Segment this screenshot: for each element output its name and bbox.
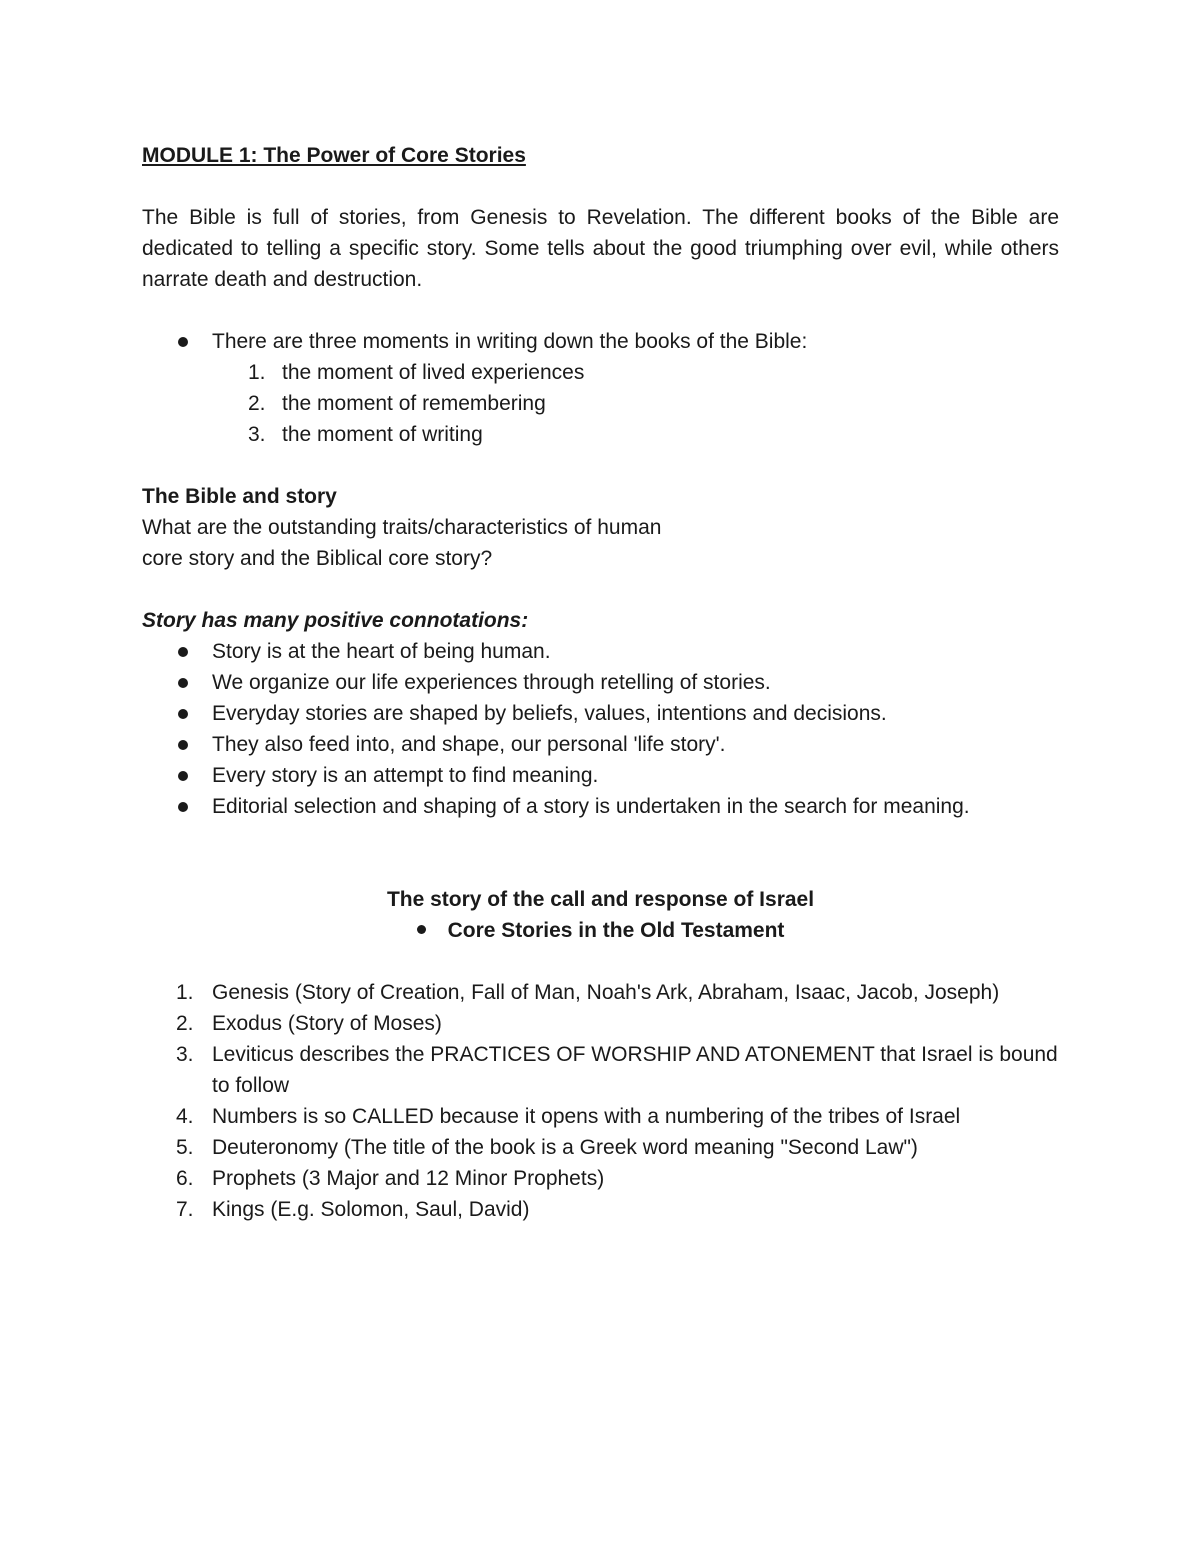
list-item	[142, 977, 1059, 1008]
moments-lead-text: There are three moments in writing down the books of the Bible:	[212, 330, 808, 353]
list-item-text: Numbers is so CALLED because it opens with a numbering of the tribes of Israel	[212, 1105, 961, 1128]
list-item-text: Leviticus describes the PRACTICES OF WORSHIP AND ATONEMENT that Israel is bound to follow	[212, 1043, 1058, 1097]
list-item	[142, 1132, 1059, 1163]
moments-lead-item	[142, 326, 1059, 357]
bullet-icon	[178, 802, 188, 812]
list-item-text: Every story is an attempt to find meaning.	[212, 764, 599, 787]
list-item-text: Editorial selection and shaping of a story is undertaken in the search for meaning.	[212, 795, 970, 818]
bullet-icon	[417, 925, 426, 934]
list-item-text: Exodus (Story of Moses)	[212, 1012, 442, 1035]
list-item-text: They also feed into, and shape, our personal 'life story'.	[212, 733, 726, 756]
connotations-bullet-list	[142, 636, 1059, 822]
list-item	[142, 698, 1059, 729]
list-item	[142, 791, 1059, 822]
list-item-text: Deuteronomy (The title of the book is a Greek word meaning "Second Law")	[212, 1136, 918, 1159]
list-item-text: the moment of lived experiences	[282, 361, 585, 384]
intro-paragraph: The Bible is full of stories, from Genesis to Revelation. The different books of the Bible are dedicated to telling a specific story. Some tells about the good triumphing over evil, while others narrate death and destruction.	[142, 206, 1059, 291]
list-item	[142, 636, 1059, 667]
bullet-icon	[178, 678, 188, 688]
israel-heading: The story of the call and response of Israel	[386, 888, 815, 911]
bullet-icon	[178, 771, 188, 781]
list-number: 5.	[176, 1136, 194, 1159]
list-number: 2.	[176, 1012, 194, 1035]
list-item-text: Kings (E.g. Solomon, Saul, David)	[212, 1198, 530, 1221]
list-item	[142, 1008, 1059, 1039]
old-testament-list	[142, 977, 1059, 1225]
bible-story-line-2: core story and the Biblical core story?	[142, 547, 493, 570]
list-item	[142, 760, 1059, 791]
list-number: 2.	[248, 392, 266, 415]
bible-story-heading: The Bible and story	[142, 485, 337, 508]
list-item	[142, 419, 1059, 450]
list-number: 4.	[176, 1105, 194, 1128]
list-item-text: Story is at the heart of being human.	[212, 640, 551, 663]
list-item	[142, 667, 1059, 698]
bullet-icon	[178, 337, 188, 347]
list-number: 3.	[248, 423, 266, 446]
list-item-text: We organize our life experiences through retelling of stories.	[212, 671, 771, 694]
list-number: 6.	[176, 1167, 194, 1190]
list-number: 1.	[248, 361, 266, 384]
list-item-text: Genesis (Story of Creation, Fall of Man, Noah's Ark, Abraham, Isaac, Jacob, Joseph)	[212, 981, 1000, 1004]
document-page	[142, 140, 1059, 1225]
list-item-text: the moment of writing	[282, 423, 483, 446]
list-item	[142, 1039, 1059, 1101]
list-number: 7.	[176, 1198, 194, 1221]
connotations-heading: Story has many positive connotations:	[142, 609, 529, 632]
list-item	[142, 357, 1059, 388]
bullet-icon	[178, 740, 188, 750]
module-title: MODULE 1: The Power of Core Stories	[142, 144, 526, 167]
list-item	[142, 1194, 1059, 1225]
israel-subheading	[142, 915, 1059, 946]
list-item	[142, 1101, 1059, 1132]
list-item	[142, 729, 1059, 760]
list-item-text: the moment of remembering	[282, 392, 546, 415]
list-item-text: Prophets (3 Major and 12 Minor Prophets)	[212, 1167, 605, 1190]
moments-bullet-list	[142, 326, 1059, 357]
list-item-text: Everyday stories are shaped by beliefs, values, intentions and decisions.	[212, 702, 887, 725]
israel-subheading-text: Core Stories in the Old Testament	[447, 919, 785, 942]
bullet-icon	[178, 709, 188, 719]
list-item	[142, 388, 1059, 419]
bible-story-line-1: What are the outstanding traits/characteristics of human	[142, 516, 662, 539]
list-number: 3.	[176, 1043, 194, 1066]
list-item	[142, 1163, 1059, 1194]
bullet-icon	[178, 647, 188, 657]
list-number: 1.	[176, 981, 194, 1004]
moments-numbered-list	[142, 357, 1059, 450]
